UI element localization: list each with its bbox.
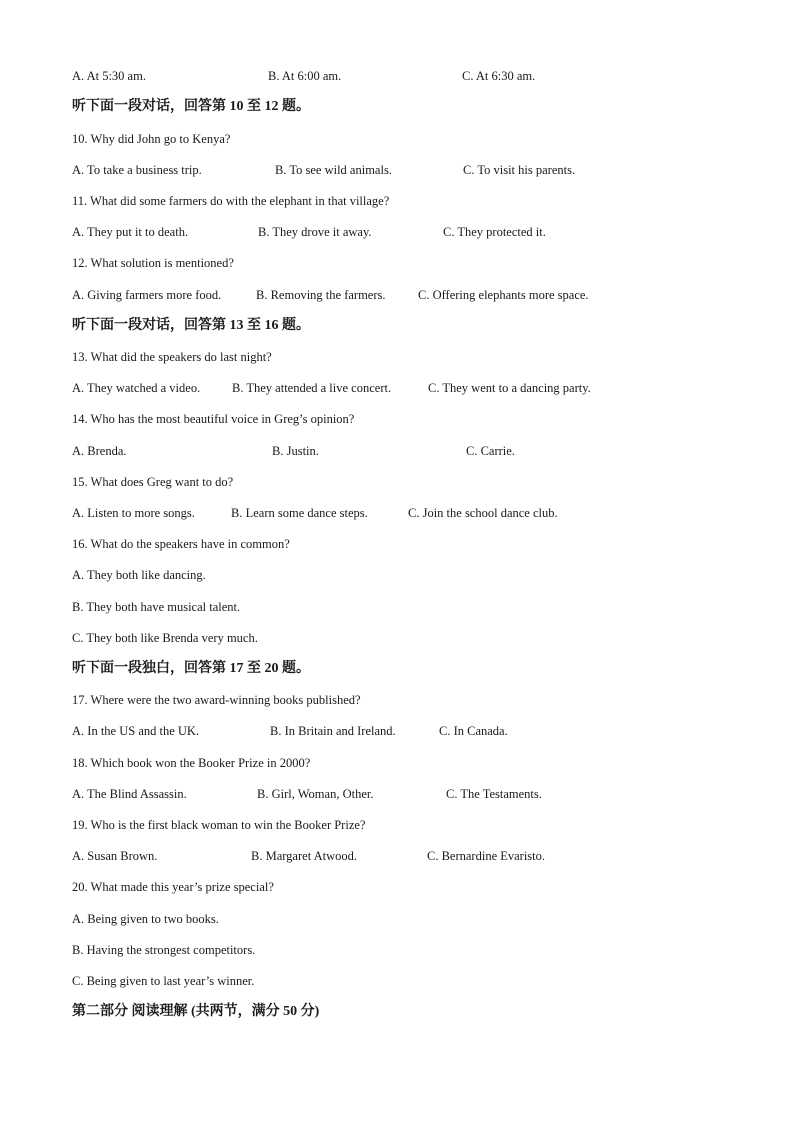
q13-option-b: B. They attended a live concert. [232, 381, 392, 395]
q19-option-a: A. Susan Brown. [72, 849, 158, 863]
q18-option-c: C. The Testaments. [446, 787, 542, 801]
q20-option-c: C. Being given to last year’s winner. [72, 974, 255, 988]
q20-option-b: B. Having the strongest competitors. [72, 943, 256, 957]
q11-question: 11. What did some farmers do with the elephant in that village? [72, 194, 390, 208]
q10-option-a: A. To take a business trip. [72, 163, 202, 177]
part2-heading: 第二部分 阅读理解 (共两节，满分 50 分) [72, 1004, 320, 1019]
q11-option-c: C. They protected it. [443, 225, 546, 239]
q13-option-c: C. They went to a dancing party. [428, 381, 591, 395]
q14-question: 14. Who has the most beautiful voice in Greg’s opinion? [72, 412, 355, 426]
q14-option-b: B. Justin. [272, 444, 319, 458]
q11-option-a: A. They put it to death. [72, 225, 189, 239]
section-heading-17-20: 听下面一段独白，回答第 17 至 20 题。 [72, 661, 310, 676]
q20-question: 20. What made this year’s prize special? [72, 880, 274, 894]
q9-option-a: A. At 5:30 am. [72, 69, 146, 83]
q19-option-c: C. Bernardine Evaristo. [427, 849, 546, 863]
q18-option-a: A. The Blind Assassin. [72, 787, 187, 801]
q17-option-a: A. In the US and the UK. [72, 724, 200, 738]
q15-option-c: C. Join the school dance club. [408, 506, 558, 520]
q13-question: 13. What did the speakers do last night? [72, 350, 272, 364]
q10-question: 10. Why did John go to Kenya? [72, 132, 231, 146]
q12-option-c: C. Offering elephants more space. [418, 288, 589, 302]
q17-option-c: C. In Canada. [439, 724, 508, 738]
q10-option-c: C. To visit his parents. [463, 163, 576, 177]
q15-question: 15. What does Greg want to do? [72, 475, 234, 489]
q19-question: 19. Who is the first black woman to win the Booker Prize? [72, 818, 366, 832]
q15-option-a: A. Listen to more songs. [72, 506, 195, 520]
q19-option-b: B. Margaret Atwood. [251, 849, 358, 863]
q20-option-a: A. Being given to two books. [72, 912, 219, 926]
q16-option-c: C. They both like Brenda very much. [72, 631, 258, 645]
q18-question: 18. Which book won the Booker Prize in 2000? [72, 756, 311, 770]
section-heading-10-12: 听下面一段对话，回答第 10 至 12 题。 [72, 99, 310, 114]
q14-option-c: C. Carrie. [466, 444, 515, 458]
q10-option-b: B. To see wild animals. [275, 163, 392, 177]
q14-option-a: A. Brenda. [72, 444, 127, 458]
q18-option-b: B. Girl, Woman, Other. [257, 787, 374, 801]
q17-question: 17. Where were the two award-winning books published? [72, 693, 361, 707]
q12-question: 12. What solution is mentioned? [72, 256, 234, 270]
section-heading-13-16: 听下面一段对话，回答第 13 至 16 题。 [72, 318, 310, 333]
q16-question: 16. What do the speakers have in common? [72, 537, 290, 551]
q11-option-b: B. They drove it away. [258, 225, 372, 239]
q13-option-a: A. They watched a video. [72, 381, 201, 395]
q16-option-b: B. They both have musical talent. [72, 600, 241, 614]
q9-option-c: C. At 6:30 am. [462, 69, 536, 83]
q9-option-b: B. At 6:00 am. [268, 69, 342, 83]
q12-option-a: A. Giving farmers more food. [72, 288, 222, 302]
q12-option-b: B. Removing the farmers. [256, 288, 386, 302]
q15-option-b: B. Learn some dance steps. [231, 506, 368, 520]
q16-option-a: A. They both like dancing. [72, 568, 206, 582]
q17-option-b: B. In Britain and Ireland. [270, 724, 396, 738]
